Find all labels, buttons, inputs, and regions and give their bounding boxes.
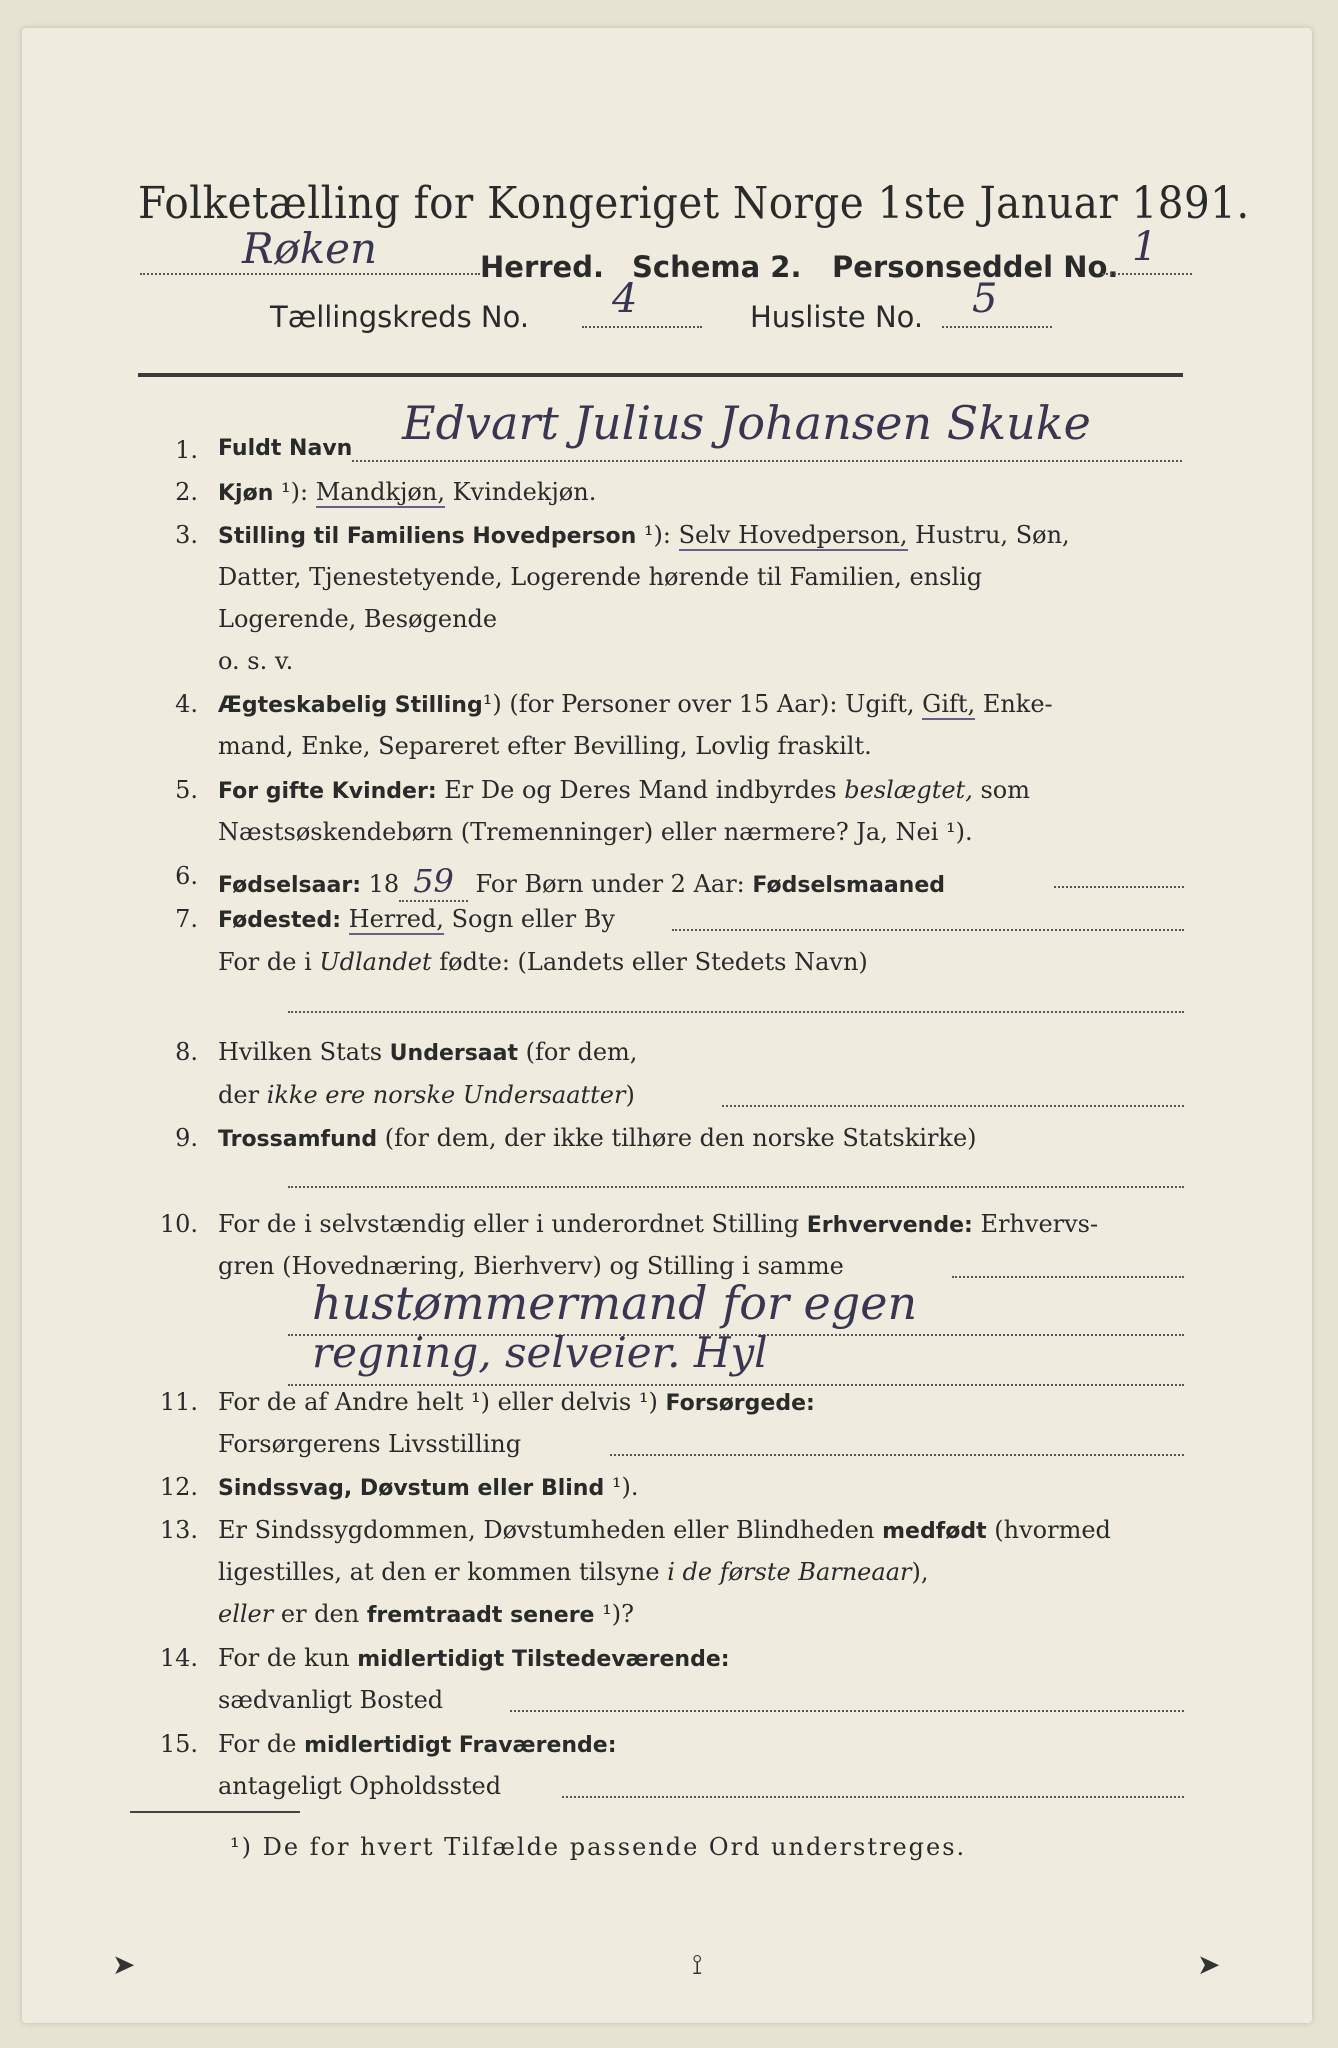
question-text (218, 1730, 617, 1758)
question-text-italic: beslægtet, (844, 776, 973, 804)
question-text-part: ligestilles, at den er kommen tilsyne (218, 1558, 660, 1586)
question-number: 9. (175, 1124, 198, 1152)
question-label: Fødested: (218, 908, 341, 933)
question-options: Datter, Tjenestetyende, Logerende hørende til Familien, enslig (218, 563, 983, 591)
question-text (218, 1388, 815, 1416)
question-text (218, 905, 615, 933)
schema-label: Schema 2. (632, 250, 802, 284)
q8-fill-line (722, 1105, 1184, 1107)
question-number: 6. (175, 862, 198, 890)
question-text-part: som (980, 776, 1030, 804)
taellingskreds-label: Tællingskreds No. (270, 300, 530, 334)
question-text-part: For de i (218, 948, 312, 976)
question-text (218, 1600, 634, 1628)
question-label: medfødt (882, 1519, 987, 1544)
q1-fill-line (352, 460, 1182, 462)
question-text (218, 1124, 977, 1152)
question-label: fremtraadt senere (366, 1603, 595, 1628)
superscript: ¹): (643, 521, 671, 549)
question-options: Hustru, Søn, (915, 521, 1070, 549)
husliste-fill-line (942, 326, 1052, 328)
registration-mark-icon: ⟟ (692, 1948, 703, 1981)
question-label: Erhvervende: (806, 1213, 973, 1238)
footnote-rule (130, 1811, 300, 1813)
footnote: ¹) De for hvert Tilfælde passende Ord understreges. (230, 1833, 967, 1861)
question-number: 7. (175, 905, 198, 933)
question-options: Næstsøskendebørn (Tremenninger) eller nærmere? Ja, Nei ¹). (218, 818, 973, 846)
question-label: midlertidigt Fraværende: (304, 1733, 617, 1758)
option-gift-selected: Gift, (922, 690, 976, 718)
question-text-italic: i de første Barneaar (667, 1558, 912, 1586)
year-prefix: 18 (368, 870, 400, 898)
question-text-italic: Udlandet (319, 948, 432, 976)
question-text (218, 948, 868, 976)
question-text (218, 1473, 638, 1501)
question-text: Forsørgerens Livsstilling (218, 1430, 522, 1458)
question-text-part: ¹)? (602, 1600, 634, 1628)
question-label: Forsørgede: (665, 1391, 815, 1416)
question-text-part: For de i selvstændig eller i underordnet Stilling (218, 1210, 800, 1238)
taellingskreds-fill-line (582, 326, 702, 328)
question-text-part: (hvormed (994, 1516, 1111, 1544)
option-kvindekjon: Kvindekjøn. (452, 478, 597, 506)
q11-fill-line (610, 1454, 1184, 1456)
question-text-part: For de kun (218, 1644, 350, 1672)
question-label: Trossamfund (218, 1127, 378, 1152)
question-options: (for Personer over 15 Aar): Ugift, (509, 690, 915, 718)
question-text-part: For de af Andre helt ¹) eller delvis ¹) (218, 1388, 658, 1416)
question-label: Stilling til Familiens Hovedperson (218, 524, 637, 549)
superscript: ¹) (482, 690, 502, 718)
q6-fill-line (1054, 886, 1184, 888)
header-rule (138, 373, 1183, 377)
personseddel-fill-line (1102, 273, 1192, 275)
question-text (218, 776, 1030, 804)
question-number: 13. (159, 1516, 198, 1544)
question-text (218, 1210, 1098, 1238)
q7-fill-line (672, 929, 1184, 931)
option-herred-selected: Herred, (348, 905, 444, 933)
question-text (218, 1644, 730, 1672)
question-text-part: fødte: (Landets eller Stedets Navn) (439, 948, 868, 976)
question-text (218, 521, 1070, 549)
question-number: 8. (175, 1038, 198, 1066)
option-mandkjon-selected: Mandkjøn, (315, 478, 445, 506)
taellingskreds-value: 4 (612, 276, 638, 322)
birth-year-answer: 59 (399, 862, 468, 902)
question-text (218, 478, 596, 506)
personseddel-label: Personseddel No. (832, 250, 1119, 284)
q14-fill-line (510, 1710, 1184, 1712)
occupation-answer-line-2: regning, selveier. Hyl (312, 1328, 768, 1377)
question-options: o. s. v. (218, 647, 294, 675)
q10-fill-line (952, 1276, 1184, 1278)
question-number: 4. (175, 690, 198, 718)
question-label: Kjøn (218, 481, 274, 506)
question-text-part: der (218, 1081, 260, 1109)
question-text-part: For de (218, 1730, 297, 1758)
question-text-part: Er De og Deres Mand indbyrdes (444, 776, 837, 804)
question-number: 10. (159, 1210, 198, 1238)
q9-fill-line (288, 1186, 1184, 1188)
option-selv-hovedperson-selected: Selv Hovedperson, (678, 521, 908, 549)
question-number: 2. (175, 478, 198, 506)
q10-fill-line-3 (288, 1384, 1184, 1386)
question-text (218, 1038, 637, 1066)
question-number: 11. (159, 1388, 198, 1416)
question-text-part: ), (911, 1558, 929, 1586)
question-label: Sindssvag, Døvstum eller Blind (218, 1476, 605, 1501)
herred-label: Herred. (480, 250, 604, 284)
question-label: Fuldt Navn (218, 436, 353, 461)
question-text-part: (for dem, (525, 1038, 638, 1066)
herred-fill-line (140, 273, 480, 275)
question-text (218, 1516, 1111, 1544)
registration-mark-icon: ➤ (1197, 1948, 1221, 1981)
question-label: Ægteskabelig Stilling (218, 693, 483, 718)
question-text: sædvanligt Bosted (218, 1686, 444, 1714)
census-form-sheet (22, 28, 1312, 2023)
question-options: Sogn eller By (451, 905, 615, 933)
question-number: 1. (175, 436, 198, 464)
question-label: midlertidigt Tilstedeværende: (357, 1647, 730, 1672)
herred-value: Røken (242, 224, 378, 273)
question-options: Logerende, Besøgende (218, 605, 498, 633)
question-options: mand, Enke, Separeret efter Bevilling, Lovlig fraskilt. (218, 732, 872, 760)
question-text-part: Hvilken Stats (218, 1038, 383, 1066)
question-text (218, 862, 945, 900)
question-number: 5. (175, 776, 198, 804)
question-text-italic: eller (218, 1600, 274, 1628)
personseddel-value: 1 (1132, 224, 1158, 270)
question-label: Fødselsaar: (218, 873, 361, 898)
birth-month-label: Fødselsmaaned (752, 873, 946, 898)
question-number: 3. (175, 521, 198, 549)
q7-fill-line-2 (288, 1011, 1184, 1013)
question-text (218, 690, 1053, 718)
question-text-part: (for dem, der ikke tilhøre den norske Statskirke) (384, 1124, 977, 1152)
question-number: 15. (159, 1730, 198, 1758)
form-title: Folketælling for Kongeriget Norge 1ste Januar 1891. (138, 178, 1250, 229)
superscript: ¹). (611, 1473, 639, 1501)
question-label: Undersaat (389, 1041, 519, 1066)
question-text-part: Erhvervs- (980, 1210, 1099, 1238)
question-number: 12. (159, 1473, 198, 1501)
occupation-answer-line-1: hustømmermand for egen (312, 1276, 918, 1330)
husliste-label: Husliste No. (750, 300, 924, 334)
question-text-italic: ikke ere norske Undersaatter (266, 1081, 626, 1109)
full-name-answer: Edvart Julius Johansen Skuke (402, 396, 1091, 450)
husliste-value: 5 (972, 276, 998, 322)
question-text-part: Er Sindssygdommen, Døvstumheden eller Blindheden (218, 1516, 875, 1544)
question-text-part: ) (625, 1081, 635, 1109)
question-text-part: For Børn under 2 Aar: (475, 870, 745, 898)
q15-fill-line (562, 1796, 1184, 1798)
question-text (218, 1081, 635, 1109)
registration-mark-icon: ➤ (112, 1948, 136, 1981)
superscript: ¹): (281, 478, 309, 506)
question-number: 14. (159, 1644, 198, 1672)
question-text-part: er den (280, 1600, 360, 1628)
question-label: For gifte Kvinder: (218, 779, 437, 804)
question-text: gren (Hovednæring, Bierhverv) og Stilling i samme (218, 1252, 844, 1280)
question-text (218, 1558, 928, 1586)
question-text: antageligt Opholdssted (218, 1772, 502, 1800)
question-options: Enke- (982, 690, 1053, 718)
